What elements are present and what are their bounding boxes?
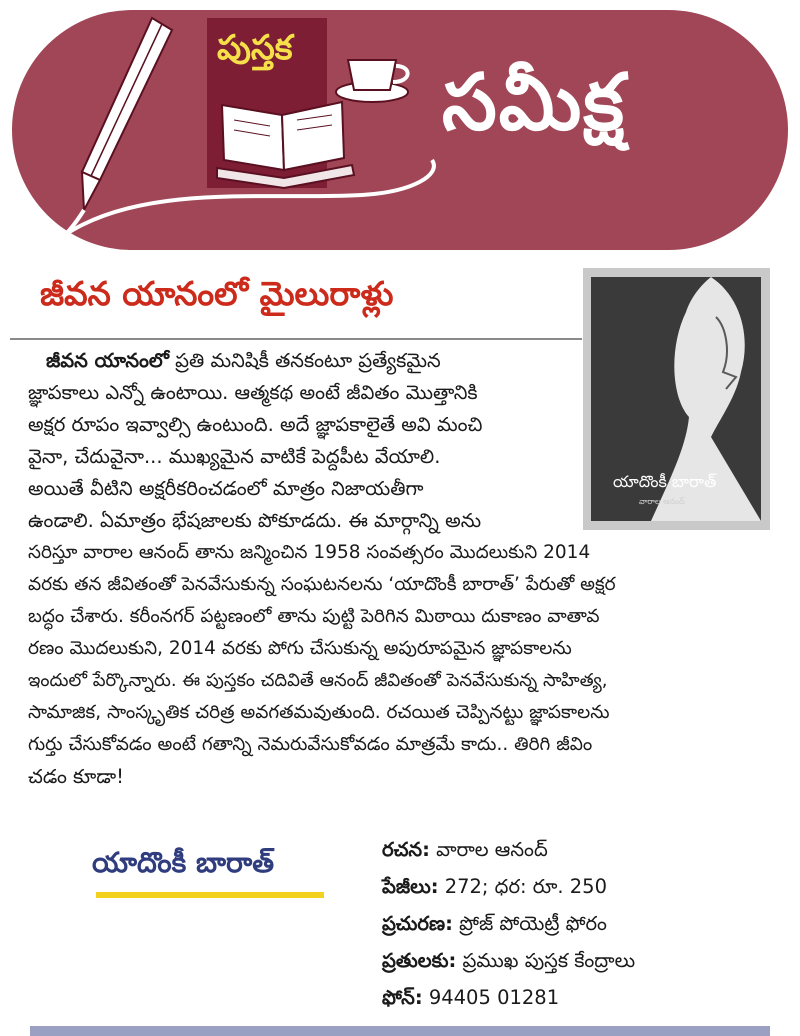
- body-line-8: వరకు తన జీవితంతో పెనవేసుకున్న సంఘటనలను ‘యాదొంకీ బారాత్’ పేరుతో అక్షర: [28, 574, 616, 595]
- body-line-7: సరిస్తూ వారాల ఆనంద్ తాను జన్మించిన 1958 సంవత్సరం మొదలుకుని 2014: [28, 542, 591, 563]
- meta-value: ప్రముఖ పుస్తక కేంద్రాలు: [456, 949, 636, 972]
- meta-label: రచన:: [382, 838, 430, 861]
- meta-label: ప్రచురణ:: [382, 912, 453, 935]
- meta-value: ప్రోజ్ పోయెట్రీ ఫోరం: [452, 912, 607, 935]
- meta-publisher: [382, 912, 607, 940]
- meta-value: 272; ధర: రూ. 250: [438, 875, 607, 898]
- meta-author: [382, 838, 548, 866]
- body-line-6: ఉండాలి. ఏమాత్రం భేషజాలకు పోకూడదు. ఈ మార్గాన్ని అను: [28, 509, 482, 532]
- meta-label: ప్రతులకు:: [382, 949, 457, 972]
- book-cover-art: [591, 277, 761, 521]
- open-book-icon: [217, 102, 354, 188]
- body-line-13: గుర్తు చేసుకోవడం అంటే గతాన్ని నెమరువేసుకోవడం మాత్రమే కాదు.. తిరిగి జీవిం: [28, 734, 593, 755]
- body-line-9: బద్ధం చేశారు. కరీంనగర్ పట్టణంలో తాను పుట్టి పెరిగిన మిఠాయి దుకాణం వాతావ: [28, 606, 600, 627]
- book-title-underline: [96, 892, 324, 898]
- meta-copies: [382, 949, 635, 977]
- meta-phone: [382, 986, 559, 1014]
- body-line-1: [46, 346, 441, 376]
- body-line-text: ప్రతి మనిషికీ తనకంటూ ప్రత్యేకమైన: [168, 349, 441, 372]
- meta-value: 94405 01281: [422, 986, 560, 1009]
- fountain-pen-icon: [82, 18, 172, 210]
- book-cover-image: [583, 268, 770, 530]
- header-banner: [12, 10, 788, 250]
- headline-divider: [10, 338, 582, 340]
- body-line-2: జ్ఞాపకాలు ఎన్నో ఉంటాయి. ఆత్మకథ అంటే జీవితం మొత్తానికి: [28, 381, 478, 404]
- body-line-10: రణం మొదలుకుని, 2014 వరకు పోగు చేసుకున్న అపురూపమైన జ్ఞాపకాలను: [28, 638, 572, 659]
- book-title: యాదొంకీ బారాత్: [92, 846, 274, 879]
- banner-label: పుస్తక: [217, 28, 293, 68]
- meta-label: పేజీలు:: [382, 875, 439, 898]
- body-lead: జీవన యానంలో: [46, 349, 169, 372]
- article-headline: జీవన యానంలో మైలురాళ్లు: [40, 274, 394, 313]
- meta-pages-price: [382, 875, 607, 903]
- body-line-4: వైనా, చేదువైనా... ముఖ్యమైన వాటికే పెద్దపీట వేయాలి.: [28, 445, 441, 468]
- pen-book-illustration: [12, 10, 788, 250]
- meta-label: ఫోన్:: [382, 986, 423, 1009]
- page-bottom-bar: [30, 1026, 770, 1036]
- swirl-line: [63, 160, 434, 236]
- body-line-14: చడం కూడా!: [28, 765, 124, 788]
- body-line-3: అక్షర రూపం ఇవ్వాల్సి ఉంటుంది. అదే జ్ఞాపకాలైతే అవి మంచి: [28, 413, 483, 436]
- body-line-5: అయితే వీటిని అక్షరీకరించడంలో మాత్రం నిజాయతీగా: [28, 477, 424, 500]
- meta-value: వారాల ఆనంద్: [429, 838, 548, 861]
- body-line-12: సామాజిక, సాంస్కృతిక చరిత్ర అవగతమవుతుంది. రచయిత చెప్పినట్టు జ్ఞాపకాలను: [28, 702, 610, 723]
- banner-title: సమీక్ష: [442, 58, 626, 148]
- book-cover-title: యాదొంకీ బారాత్: [613, 472, 717, 491]
- body-line-11: ఇందులో పేర్కొన్నారు. ఈ పుస్తకం చదివితే ఆనంద్ జీవితంతో పెనవేసుకున్న సాహిత్య,: [28, 670, 608, 691]
- book-cover-author: వారాల ఆనంద్: [639, 497, 685, 506]
- coffee-cup-icon: [336, 60, 408, 102]
